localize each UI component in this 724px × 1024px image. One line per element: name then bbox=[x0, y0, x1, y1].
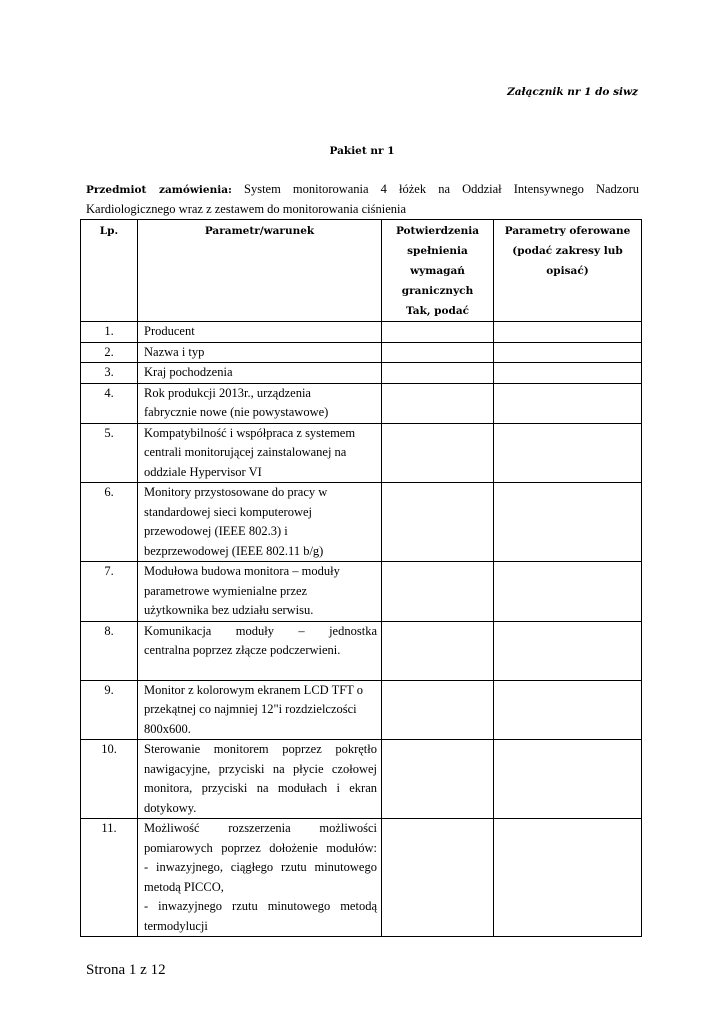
row-number: 9. bbox=[81, 680, 138, 740]
header-offered-line: opisać) bbox=[546, 265, 589, 277]
row-parameter-line: Monitor z kolorowym ekranem LCD TFT o bbox=[144, 682, 363, 697]
row-parameter bbox=[138, 363, 382, 384]
table-row bbox=[81, 363, 642, 384]
confirmation-cell[interactable] bbox=[382, 621, 494, 680]
row-parameter-line: Nazwa i typ bbox=[144, 344, 205, 359]
order-subject-line-1 bbox=[86, 180, 639, 200]
offered-cell[interactable] bbox=[494, 383, 642, 423]
confirmation-cell[interactable] bbox=[382, 342, 494, 363]
order-subject-text-1: System monitorowania 4 łóżek na Oddział Intensywnego Nadzoru bbox=[244, 182, 640, 196]
row-parameter bbox=[138, 819, 382, 937]
table-row bbox=[81, 562, 642, 622]
row-parameter-line: nawigacyjne, przyciski na płycie czołowej bbox=[144, 761, 377, 776]
confirmation-cell[interactable] bbox=[382, 483, 494, 562]
row-parameter-line: Producent bbox=[144, 324, 195, 338]
row-number: 8. bbox=[81, 621, 138, 680]
offered-cell[interactable] bbox=[494, 740, 642, 819]
row-number: 5. bbox=[81, 423, 138, 483]
offered-cell[interactable] bbox=[494, 342, 642, 363]
offered-cell[interactable] bbox=[494, 423, 642, 483]
header-confirmation-line: spełnienia bbox=[407, 245, 468, 257]
row-parameter-line: dotykowy. bbox=[144, 800, 197, 815]
offered-cell[interactable] bbox=[494, 819, 642, 937]
row-parameter-line: monitora, przyciski na modułach i ekran bbox=[144, 781, 377, 795]
row-parameter-line: centrali monitorującej zainstalowanej na bbox=[144, 445, 347, 459]
row-parameter-line: Rok produkcji 2013r., urządzenia bbox=[144, 385, 311, 400]
row-parameter-line: oddziale Hypervisor VI bbox=[144, 464, 262, 479]
table-row bbox=[81, 342, 642, 363]
row-parameter bbox=[138, 562, 382, 622]
row-parameter-line: bezprzewodowej (IEEE 802.11 b/g) bbox=[144, 543, 324, 558]
row-parameter-line: przekątnej co najmniej 12"i rozdzielczości bbox=[144, 702, 357, 716]
order-subject-label: Przedmiot zamówienia: bbox=[86, 184, 232, 196]
header-parameter: Parametr/warunek bbox=[138, 220, 382, 322]
header-lp: Lp. bbox=[81, 220, 138, 322]
header-confirmation-line: Potwierdzenia bbox=[395, 225, 480, 237]
row-parameter-line: Monitory przystosowane do pracy w bbox=[144, 485, 328, 499]
confirmation-cell[interactable] bbox=[382, 562, 494, 622]
row-parameter bbox=[138, 740, 382, 819]
order-subject-line-2: Kardiologicznego wraz z zestawem do monitorowania ciśnienia bbox=[86, 202, 407, 216]
offered-cell[interactable] bbox=[494, 363, 642, 384]
table-row bbox=[81, 621, 642, 680]
table-row bbox=[81, 483, 642, 562]
row-parameter-line: 800x600. bbox=[144, 721, 191, 736]
row-parameter-line: parametrowe wymienialne przez bbox=[144, 583, 308, 598]
confirmation-cell[interactable] bbox=[382, 423, 494, 483]
attachment-heading: Załącznik nr 1 do siwz bbox=[507, 86, 638, 98]
offered-cell[interactable] bbox=[494, 621, 642, 680]
table-row bbox=[81, 383, 642, 423]
row-number: 4. bbox=[81, 383, 138, 423]
header-offered-line: Parametry oferowane bbox=[504, 225, 631, 237]
offered-cell[interactable] bbox=[494, 562, 642, 622]
row-number: 2. bbox=[81, 342, 138, 363]
row-parameter-line: Modułowa budowa monitora – moduły bbox=[144, 564, 340, 578]
row-number: 10. bbox=[81, 740, 138, 819]
row-parameter-line: Sterowanie monitorem poprzez pokrętło bbox=[144, 742, 377, 756]
offered-cell[interactable] bbox=[494, 680, 642, 740]
row-parameter bbox=[138, 621, 382, 680]
table-row bbox=[81, 680, 642, 740]
table-row bbox=[81, 322, 642, 343]
row-parameter-line: fabrycznie nowe (nie powystawowe) bbox=[144, 405, 329, 419]
confirmation-cell[interactable] bbox=[382, 363, 494, 384]
row-parameter bbox=[138, 680, 382, 740]
row-parameter bbox=[138, 423, 382, 483]
row-number: 1. bbox=[81, 322, 138, 343]
row-parameter-line: Komunikacja moduły – jednostka bbox=[144, 623, 377, 638]
row-parameter-line: Kraj pochodzenia bbox=[144, 365, 233, 379]
confirmation-cell[interactable] bbox=[382, 740, 494, 819]
confirmation-cell[interactable] bbox=[382, 322, 494, 343]
row-parameter-line: pomiarowych poprzez dołożenie modułów: bbox=[144, 840, 377, 855]
package-title: Pakiet nr 1 bbox=[329, 145, 395, 157]
row-parameter-line: użytkownika bez udziału serwisu. bbox=[144, 603, 314, 617]
header-confirmation bbox=[382, 220, 494, 322]
row-parameter bbox=[138, 483, 382, 562]
row-parameter-line: termodylucji bbox=[144, 918, 208, 933]
header-confirmation-line: Tak, podać bbox=[405, 305, 470, 317]
row-parameter-line: standardowej sieci komputerowej bbox=[144, 504, 313, 519]
row-number: 7. bbox=[81, 562, 138, 622]
row-parameter-line: - inwazyjnego rzutu minutowego metodą bbox=[144, 899, 377, 913]
page-number: Strona 1 z 12 bbox=[86, 962, 166, 978]
table-row bbox=[81, 423, 642, 483]
row-parameter bbox=[138, 383, 382, 423]
row-number: 3. bbox=[81, 363, 138, 384]
table-row bbox=[81, 819, 642, 937]
offered-cell[interactable] bbox=[494, 322, 642, 343]
confirmation-cell[interactable] bbox=[382, 383, 494, 423]
row-parameter-line: metodą PICCO, bbox=[144, 879, 224, 894]
confirmation-cell[interactable] bbox=[382, 680, 494, 740]
header-offered-line: (podać zakresy lub bbox=[512, 245, 623, 257]
header-confirmation-line: granicznych bbox=[401, 285, 474, 297]
row-parameter bbox=[138, 322, 382, 343]
row-parameter-line: Kompatybilność i współpraca z systemem bbox=[144, 425, 356, 440]
header-confirmation-line: wymagań bbox=[410, 265, 465, 277]
confirmation-cell[interactable] bbox=[382, 819, 494, 937]
order-subject bbox=[86, 180, 639, 219]
header-offered-parameters bbox=[494, 220, 642, 322]
offered-cell[interactable] bbox=[494, 483, 642, 562]
row-parameter-line: przewodowej (IEEE 802.3) i bbox=[144, 524, 288, 538]
row-parameter-line: Możliwość rozszerzenia możliwości bbox=[144, 821, 377, 835]
row-number: 6. bbox=[81, 483, 138, 562]
row-parameter bbox=[138, 342, 382, 363]
row-number: 11. bbox=[81, 819, 138, 937]
requirements-table bbox=[80, 219, 642, 937]
table-header-row bbox=[81, 220, 642, 322]
table-row bbox=[81, 740, 642, 819]
row-parameter-line: - inwazyjnego, ciągłego rzutu minutowego bbox=[144, 860, 377, 874]
row-parameter-line: centralna poprzez złącze podczerwieni. bbox=[144, 643, 341, 657]
